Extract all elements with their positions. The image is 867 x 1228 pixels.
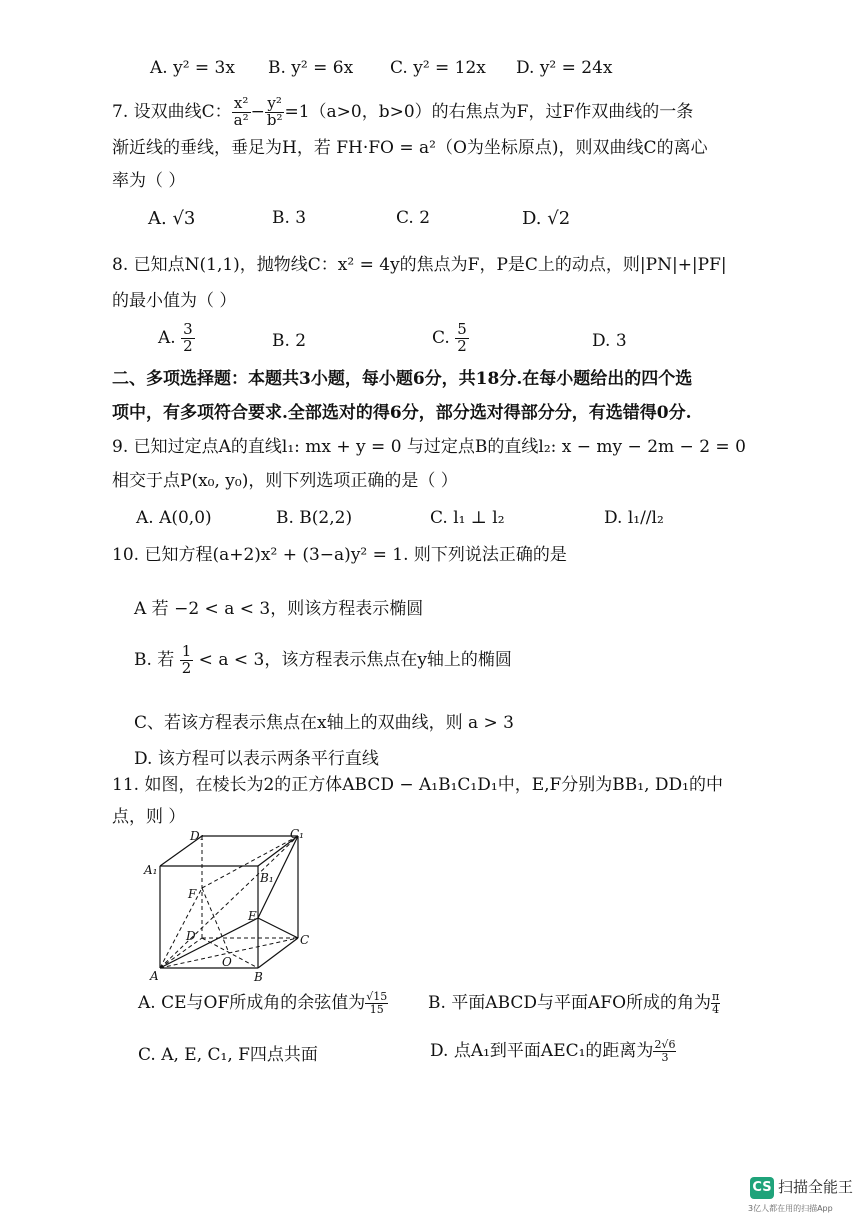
hidden-segment-ac1 bbox=[160, 836, 298, 968]
segment-ae bbox=[160, 918, 258, 968]
q11-option-d-fraction bbox=[653, 1039, 676, 1063]
q7-option-b: B. 3 bbox=[272, 208, 307, 228]
q11-line1: 11. 如图，在棱长为2的正方体ABCD − A₁B₁C₁D₁中，E,F分别为BB₁, DD₁的中 bbox=[112, 775, 723, 795]
q11-option-a bbox=[138, 988, 388, 1016]
label-e: E bbox=[248, 909, 257, 923]
label-o: O bbox=[222, 955, 232, 969]
q8-option-d: D. 3 bbox=[592, 331, 627, 351]
q10-option-b-numerator: 1 bbox=[181, 642, 192, 660]
q7-frac2-numerator: y² bbox=[265, 96, 285, 113]
q9-option-b: B. B(2,2) bbox=[276, 508, 353, 528]
q10-option-b-prefix: B. 若 bbox=[134, 649, 175, 670]
q7-option-d: D. √2 bbox=[522, 208, 571, 229]
label-b1: B₁ bbox=[260, 871, 274, 885]
q7-option-c: C. 2 bbox=[396, 208, 431, 228]
q8-option-c-numerator: 5 bbox=[457, 320, 467, 338]
q8-option-a-fraction bbox=[181, 322, 195, 355]
label-d: D bbox=[186, 929, 196, 943]
q11-option-b-numerator: π bbox=[712, 990, 720, 1004]
q7-fraction-y bbox=[265, 96, 285, 129]
q6-option-b: B. y² = 6x bbox=[268, 58, 354, 78]
q11-option-a-prefix: A. CE与OF所成角的余弦值为 bbox=[138, 993, 366, 1013]
q6-option-a: A. y² = 3x bbox=[150, 58, 235, 78]
q11-option-a-fraction bbox=[365, 991, 388, 1015]
q11-option-a-denominator: 15 bbox=[369, 1003, 384, 1016]
cube-figure bbox=[138, 826, 328, 984]
q8-option-a-denominator: 2 bbox=[183, 336, 193, 355]
q7-minus: − bbox=[250, 101, 265, 122]
camscanner-badge-icon: CS bbox=[750, 1177, 774, 1199]
q9-option-d: D. l₁//l₂ bbox=[604, 508, 664, 528]
q10-option-c: C、若该方程表示焦点在x轴上的双曲线，则 a > 3 bbox=[134, 713, 515, 733]
q7-line1-prefix: 7. 设双曲线C： bbox=[112, 101, 232, 122]
hidden-segment-fc1 bbox=[202, 836, 298, 888]
q11-option-b-fraction bbox=[711, 991, 720, 1015]
q7-frac2-denominator: b² bbox=[266, 110, 283, 129]
q11-option-b bbox=[428, 988, 720, 1016]
q8-line1: 8. 已知点N(1,1)，抛物线C：x² = 4y的焦点为F，P是C上的动点，则|PN|+|PF| bbox=[112, 255, 727, 275]
q9-option-a: A. A(0,0) bbox=[136, 508, 212, 528]
q11-option-d-numerator: 2√6 bbox=[654, 1038, 676, 1052]
q8-option-b: B. 2 bbox=[272, 331, 307, 351]
label-a: A bbox=[150, 969, 159, 983]
q7-fraction-x bbox=[232, 96, 251, 129]
q10-option-b-suffix: < a < 3，该方程表示焦点在y轴上的椭圆 bbox=[198, 649, 512, 670]
camscanner-tagline: 3亿人都在用的扫描App bbox=[748, 1204, 833, 1213]
q8-line2: 的最小值为（ ） bbox=[112, 291, 237, 311]
label-a1: A₁ bbox=[144, 863, 158, 877]
q11-option-b-denominator: 4 bbox=[712, 1003, 720, 1016]
label-c: C bbox=[300, 933, 310, 947]
q10-option-d: D. 该方程可以表示两条平行直线 bbox=[134, 749, 379, 769]
q8-option-a-numerator: 3 bbox=[183, 320, 193, 338]
label-c1: C₁ bbox=[290, 827, 304, 841]
q9-option-c: C. l₁ ⊥ l₂ bbox=[430, 508, 505, 528]
q8-option-a-label: A. bbox=[158, 327, 176, 348]
q7-line2: 渐近线的垂线，垂足为H，若 FH·FO = a²（O为坐标原点)，则双曲线C的离心 bbox=[112, 138, 708, 158]
q11-option-a-numerator: √15 bbox=[366, 990, 388, 1004]
q10-option-a: A 若 −2 < a < 3，则该方程表示椭圆 bbox=[134, 599, 424, 619]
segment-ec bbox=[258, 918, 298, 938]
camscanner-name: 扫描全能王 bbox=[778, 1178, 854, 1196]
label-d1: D₁ bbox=[190, 829, 205, 843]
q8-option-c-fraction bbox=[455, 322, 469, 355]
q9-line2: 相交于点P(x₀, y₀)，则下列选项正确的是（ ） bbox=[112, 471, 458, 491]
label-b: B bbox=[254, 970, 263, 984]
q8-option-c-denominator: 2 bbox=[457, 336, 467, 355]
q10-option-b-denominator: 2 bbox=[181, 658, 192, 677]
section2-line2: 项中，有多项符合要求.全部选对的得6分，部分选对得部分分，有选错得0分. bbox=[112, 403, 692, 423]
hidden-segment-fo bbox=[202, 888, 229, 953]
q8-option-c-label: C. bbox=[432, 327, 450, 348]
q6-option-d: D. y² = 24x bbox=[516, 58, 613, 78]
q11-option-d-prefix: D. 点A₁到平面AEC₁的距离为 bbox=[430, 1041, 654, 1061]
q7-frac1-denominator: a² bbox=[233, 110, 249, 129]
q7-line1-suffix: =1（a>0，b>0）的右焦点为F，过F作双曲线的一条 bbox=[284, 101, 694, 122]
q7-frac1-numerator: x² bbox=[232, 96, 251, 113]
q11-option-c: C. A, E, C₁, F四点共面 bbox=[138, 1045, 318, 1065]
label-f: F bbox=[188, 887, 197, 901]
q9-line1: 9. 已知过定点A的直线l₁: mx + y = 0 与过定点B的直线l₂: x − my − 2m − 2 = 0 bbox=[112, 437, 746, 457]
q7-line1 bbox=[112, 96, 693, 129]
q7-line3: 率为（ ） bbox=[112, 171, 186, 191]
q11-line2: 点，则 ） bbox=[112, 807, 186, 827]
q6-option-c: C. y² = 12x bbox=[390, 58, 486, 78]
q11-option-d-denominator: 3 bbox=[661, 1051, 669, 1064]
q10-option-b bbox=[134, 644, 512, 677]
q7-option-a: A. √3 bbox=[148, 208, 196, 229]
q11-option-d bbox=[430, 1036, 676, 1064]
q11-option-b-prefix: B. 平面ABCD与平面AFO所成的角为 bbox=[428, 993, 712, 1013]
section2-line1: 二、多项选择题：本题共3小题，每小题6分，共18分.在每小题给出的四个选 bbox=[112, 369, 693, 389]
q8-option-c bbox=[432, 322, 469, 355]
camscanner-logo bbox=[750, 1176, 853, 1199]
q10-stem: 10. 已知方程(a+2)x² + (3−a)y² = 1. 则下列说法正确的是 bbox=[112, 545, 567, 565]
q10-option-b-fraction bbox=[180, 644, 194, 677]
q8-option-a bbox=[158, 322, 195, 355]
